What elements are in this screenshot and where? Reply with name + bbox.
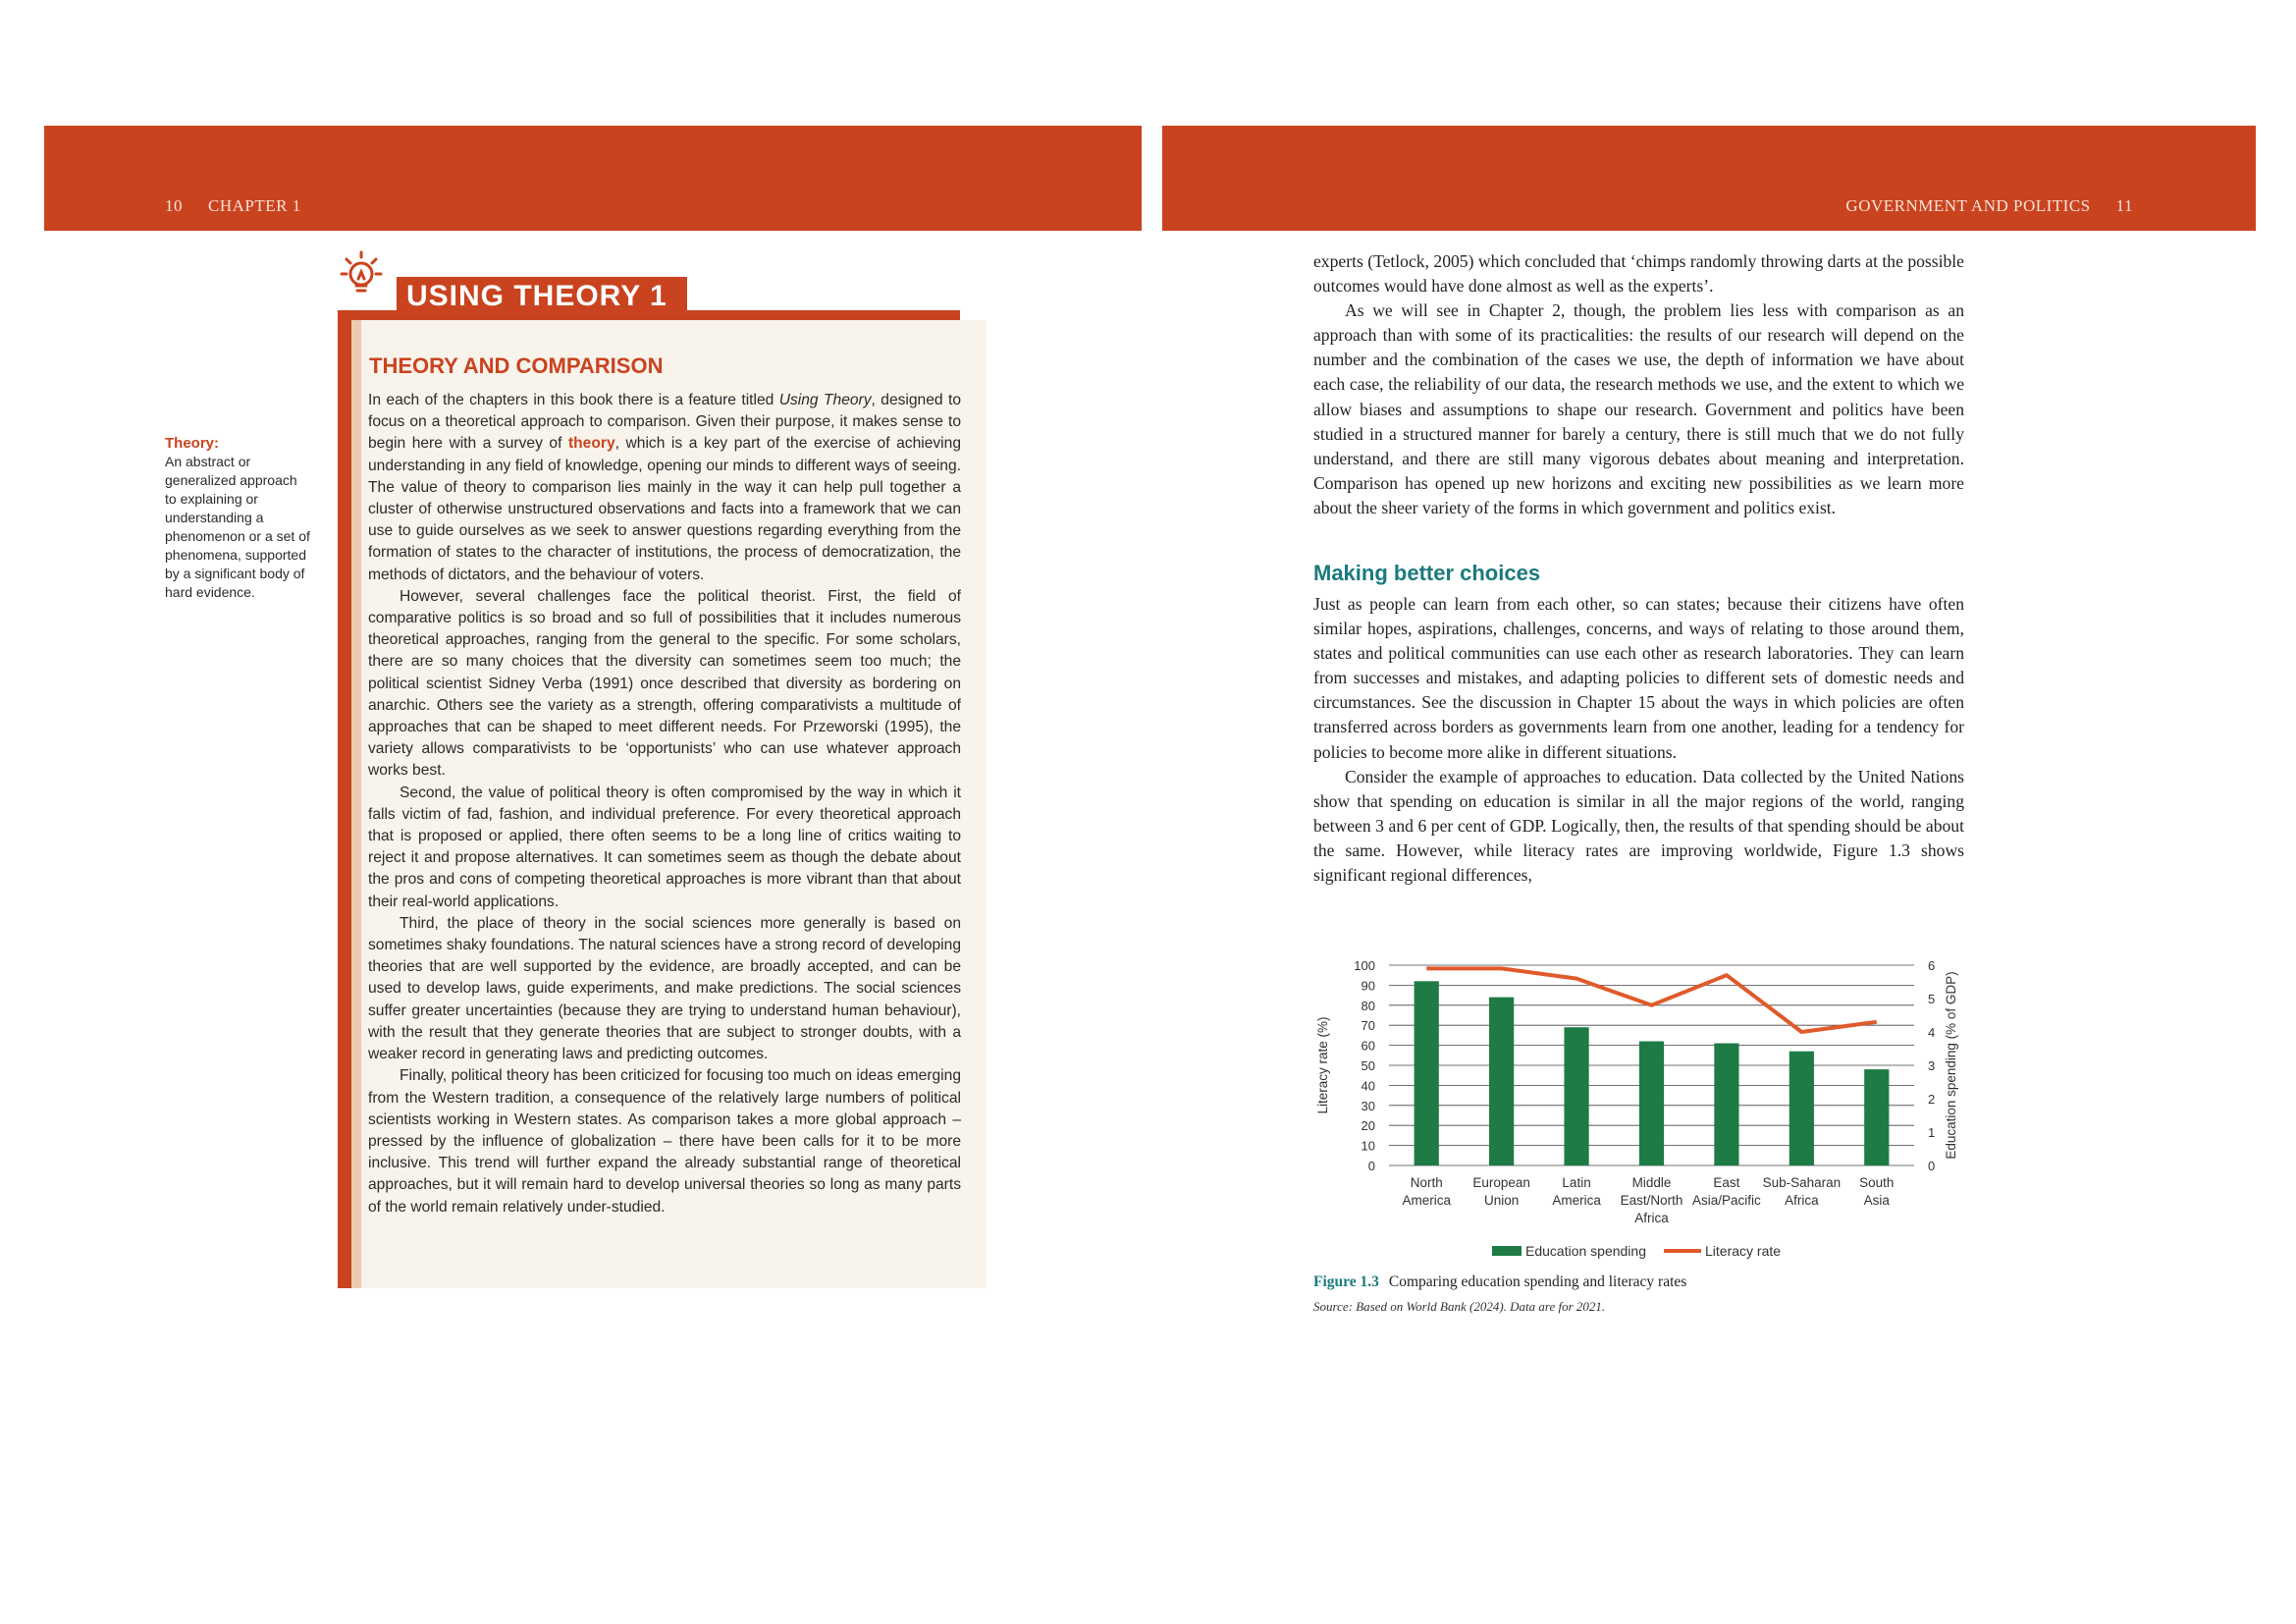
x-tick-label: Middle bbox=[1631, 1175, 1672, 1190]
x-tick-label: Union bbox=[1484, 1193, 1520, 1208]
feature-title: USING THEORY 1 bbox=[397, 277, 687, 312]
legend-label-line: Literacy rate bbox=[1705, 1243, 1782, 1259]
bar bbox=[1789, 1052, 1814, 1165]
right-top-text bbox=[1313, 249, 1964, 520]
y-tick-label-right: 4 bbox=[1928, 1025, 1936, 1040]
x-tick-label: Asia/Pacific bbox=[1692, 1193, 1761, 1208]
left-chapter-label: CHAPTER 1 bbox=[208, 196, 301, 215]
figure-number: Figure 1.3 bbox=[1313, 1273, 1379, 1290]
chart-legend bbox=[1492, 1243, 1781, 1259]
figure-source: Source: Based on World Bank (2024). Data are for 2021. bbox=[1313, 1299, 1606, 1314]
box-heading: THEORY AND COMPARISON bbox=[369, 353, 664, 378]
x-tick-label: East/North bbox=[1620, 1193, 1683, 1208]
y-tick-label-left: 10 bbox=[1361, 1138, 1375, 1154]
bar bbox=[1714, 1044, 1738, 1165]
x-tick-label: Sub-Saharan bbox=[1762, 1175, 1842, 1190]
x-tick-label: East bbox=[1713, 1175, 1740, 1190]
y-tick-label-left: 50 bbox=[1361, 1058, 1375, 1073]
x-tick-label: Africa bbox=[1634, 1211, 1669, 1225]
y-axis-label-right: Education spending (% of GDP) bbox=[1944, 971, 1958, 1160]
bar bbox=[1489, 998, 1514, 1165]
glossary-term: Theory: bbox=[165, 435, 220, 452]
y-axis-label-left: Literacy rate (%) bbox=[1315, 1016, 1330, 1114]
right-page-number: 11 bbox=[2115, 196, 2133, 215]
right-mid-text bbox=[1313, 592, 1964, 888]
x-tick-label: European bbox=[1472, 1175, 1530, 1190]
x-tick-label: North bbox=[1410, 1175, 1443, 1190]
box-paragraph: Second, the value of political theory is often compromised by the way in which it falls victim of fad, fashion, and individual preference. For every theoretical approach that is proposed or applied, there often seems to be a long line of critics waiting to reject it and propose alternatives. It can sometimes seem as though the debate about the pros and cons of competing theoretical approaches is more vibrant than that about their real-world applications. bbox=[368, 784, 961, 910]
glossary-definition: An abstract or generalized approach to explaining or understanding a phenomenon or a set of phenomena, supported by a significant body of hard evidence. bbox=[165, 454, 310, 600]
bar bbox=[1564, 1027, 1588, 1165]
theory-box-stripe bbox=[351, 320, 361, 1288]
x-tick-label: South bbox=[1859, 1175, 1895, 1190]
y-tick-label-right: 5 bbox=[1928, 992, 1936, 1006]
box-paragraph: Finally, political theory has been criticized for focusing too much on ideas emerging from the Western tradition, a consequence of the relatively large numbers of political scientists working in Western states. As comparison takes a more global approach – pressed by the influence of globalization – there have been calls for it to be more inclusive. This trend will further expand the already substantial range of theoretical approaches, but it will remain hard to develop universal theories so long as many parts of the world remain relatively under-studied. bbox=[368, 1067, 961, 1216]
y-tick-label-right: 3 bbox=[1928, 1058, 1936, 1073]
box-paragraph: Third, the place of theory in the social sciences more generally is based on sometimes shaky foundations. The natural sciences have a strong record of developing theories that are well supported by the evidence, are broadly accepted, and can be used to develop laws, guide experiments, and make predictions. The social sciences suffer greater uncertainties (because they are trying to understand human behaviour), with the result that they generate theories that are subject to stronger doubts, with a weaker record in generating laws and predicting outcomes. bbox=[368, 914, 961, 1063]
body-paragraph: experts (Tetlock, 2005) which concluded that ‘chimps randomly throwing darts at the possible outcomes would have done almost as well as the experts’. bbox=[1313, 251, 1964, 297]
education-literacy-chart bbox=[1306, 947, 1973, 1242]
margin-glossary bbox=[165, 434, 312, 602]
y-tick-label-left: 20 bbox=[1361, 1118, 1375, 1134]
y-tick-label-left: 100 bbox=[1354, 958, 1375, 973]
body-paragraph: Consider the example of approaches to education. Data collected by the United Nations show that spending on education is similar in all the major regions of the world, ranging between 3 and 6 per cent of GDP. Logically, then, the results of that spending should be about the same. However, while literacy rates are improving worldwide, Figure 1.3 shows significant regional differences, bbox=[1313, 766, 1964, 886]
x-tick-label: Asia bbox=[1863, 1193, 1890, 1208]
section-heading: Making better choices bbox=[1313, 561, 1541, 585]
y-tick-label-left: 0 bbox=[1367, 1159, 1375, 1173]
body-paragraph: As we will see in Chapter 2, though, the problem lies less with comparison as an approach than with some of its practicalities: the results of our research will depend on the number and the combination of the cases we use, the depth of information we have about each case, the reliability of our data, the research methods we use, and the extent to which we allow biases and assumptions to shape our research. Government and politics have been studied in a structured manner for barely a century, there is still much that we do not fully understand, and there are still many vigorous debates about meaning and interpretation. Comparison has opened up new horizons and exciting new possibilities as we learn more about the sheer variety of the forms in which government and politics exist. bbox=[1313, 300, 1964, 517]
y-tick-label-right: 6 bbox=[1928, 958, 1936, 973]
y-tick-label-left: 70 bbox=[1361, 1018, 1375, 1034]
left-page-number: 10 bbox=[165, 196, 183, 215]
legend-label-bars: Education spending bbox=[1525, 1243, 1646, 1259]
figure-title: Comparing education spending and literacy rates bbox=[1388, 1273, 1687, 1290]
theory-box-left-rule bbox=[338, 310, 351, 1288]
figure-caption bbox=[1313, 1273, 1686, 1291]
x-tick-label: America bbox=[1402, 1193, 1451, 1208]
y-tick-label-left: 80 bbox=[1361, 998, 1375, 1013]
y-tick-label-right: 2 bbox=[1928, 1092, 1936, 1107]
y-tick-label-left: 40 bbox=[1361, 1078, 1375, 1094]
y-tick-label-left: 30 bbox=[1361, 1098, 1375, 1113]
legend-swatch-bar bbox=[1492, 1246, 1522, 1256]
lightbulb-icon bbox=[334, 248, 389, 303]
right-book-title: GOVERNMENT AND POLITICS bbox=[1845, 196, 2091, 215]
feature-name: Using Theory bbox=[778, 392, 872, 408]
legend-swatch-line bbox=[1664, 1249, 1701, 1253]
key-term: theory bbox=[567, 435, 615, 453]
bar bbox=[1415, 981, 1439, 1165]
box-paragraph: In each of the chapters in this book there is a feature titled Using Theory, designed to focus on a theoretical approach to comparison. Given their purpose, it makes sense to begin here with a survey of theory, which is a key part of the exercise of achieving understanding in any field of knowledge, opening our minds to different ways of seeing. The value of theory to comparison lies mainly in the way it can help pull together a cluster of otherwise unstructured observations and facts into a framework that we can use to guide ourselves as we seek to answer questions regarding everything from the formation of states to the character of institutions, the process of democratization, the methods of dictators, and the behaviour of voters. bbox=[368, 392, 961, 583]
right-running-head bbox=[1845, 196, 2133, 216]
bar bbox=[1864, 1069, 1889, 1165]
y-tick-label-right: 1 bbox=[1928, 1125, 1936, 1140]
y-tick-label-right: 0 bbox=[1928, 1159, 1936, 1173]
x-tick-label: America bbox=[1552, 1193, 1601, 1208]
box-body bbox=[368, 390, 961, 1218]
left-running-head bbox=[165, 196, 301, 216]
x-tick-label: Latin bbox=[1562, 1175, 1591, 1190]
box-paragraph: However, several challenges face the political theorist. First, the field of comparative politics is so broad and so full of possibilities that it includes numerous theoretical approaches, ranging from the general to the specific. For some scholars, there are so many choices that the diversity can sometimes seem too much; the political scientist Sidney Verba (1991) once described that diversity as bordering on anarchic. Others see the variety as a strength, offering comparativists a multitude of approaches that can be shaped to meet different needs. For Przeworski (1995), the variety allows comparativists to be ‘opportunists’ who can use whatever approach works best. bbox=[368, 587, 961, 780]
y-tick-label-left: 60 bbox=[1361, 1038, 1375, 1054]
x-tick-label: Africa bbox=[1785, 1193, 1819, 1208]
bar bbox=[1639, 1042, 1664, 1165]
body-paragraph: Just as people can learn from each other, so can states; because their citizens have often similar hopes, aspirations, challenges, concerns, and ways of relating to those around them, states and political communities can use each other as research laboratories. They can learn from successes and mistakes, and adapting policies to different sets of domestic needs and circumstances. See the discussion in Chapter 15 about the ways in which policies are often transferred across borders as governments learn from one another, leading for a tendency for policies to become more alike in different situations. bbox=[1313, 594, 1964, 762]
y-tick-label-left: 90 bbox=[1361, 978, 1375, 994]
